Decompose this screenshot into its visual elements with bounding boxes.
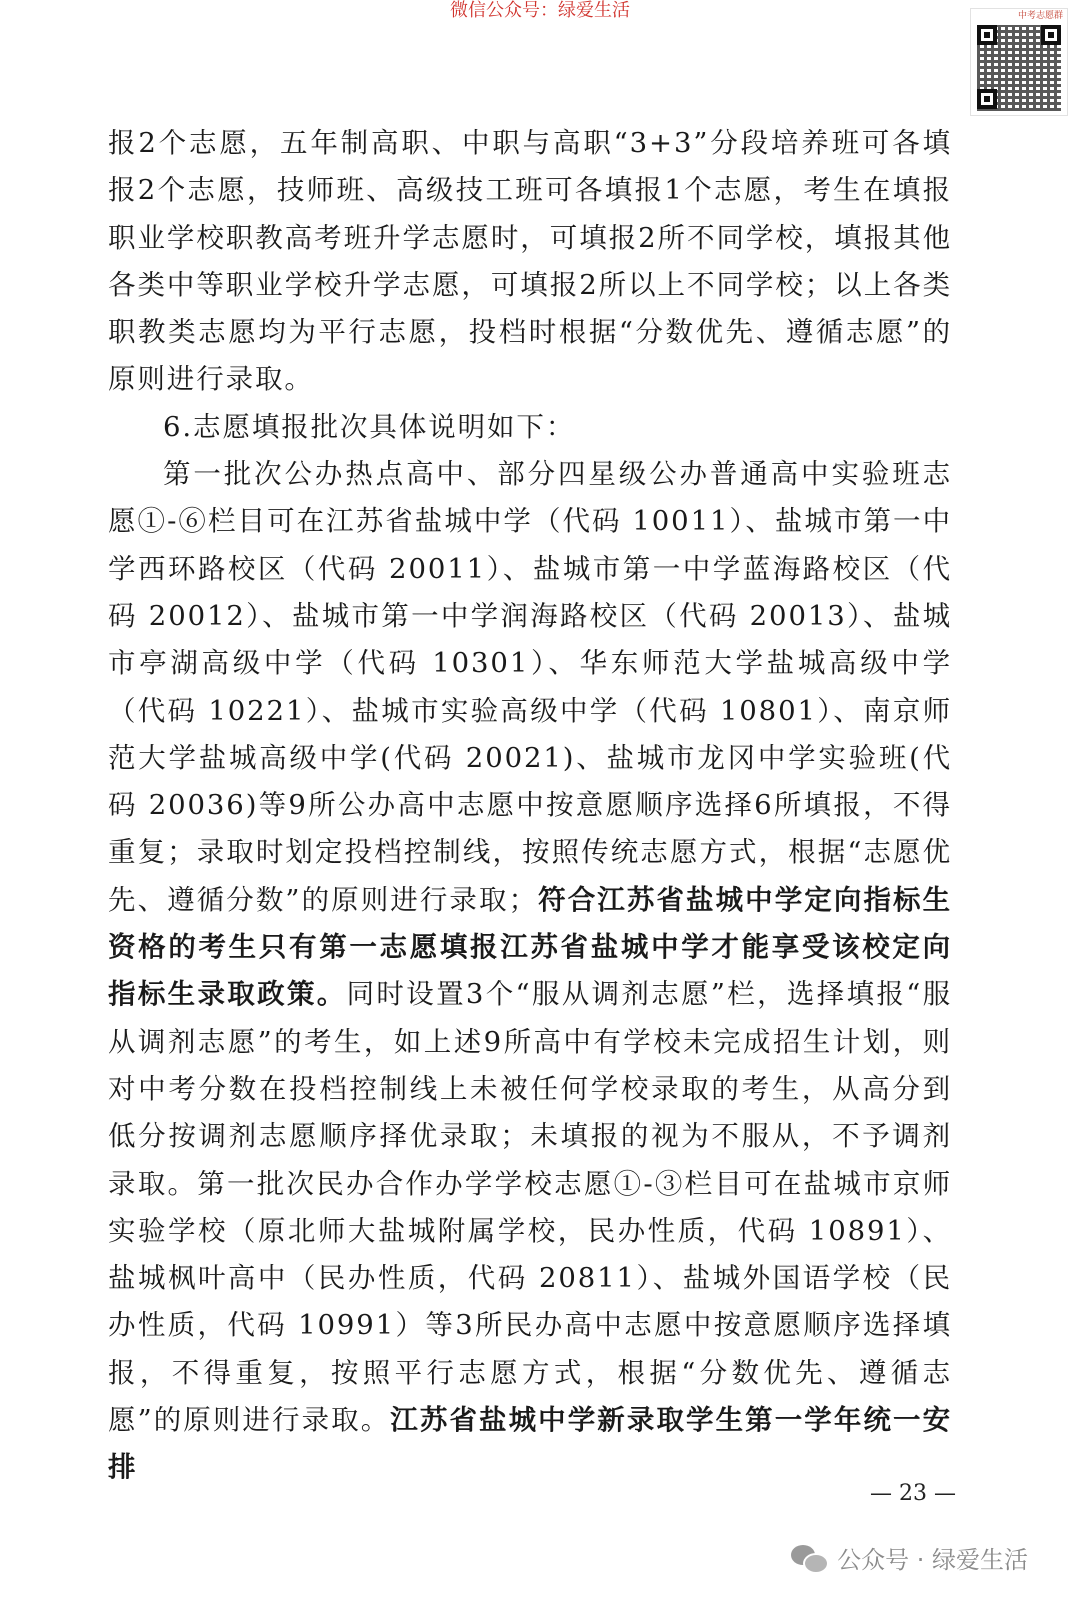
paragraph-3: [108, 451, 952, 1492]
paragraph-2: 6.志愿填报批次具体说明如下：: [163, 410, 576, 443]
qr-caption: 中考志愿群: [1017, 11, 1063, 21]
paragraph-3-part-b: 同时设置3个“服从调剂志愿”栏，选择填报“服从调剂志愿”的考生，如上述9所高中有学校未完成招生计划，则对中考分数在投档控制线上未被任何学校录取的考生，从高分到低分按调剂志愿顺序择优录取；未填报的视为不服从，不予调剂录取。第一批次民办合作办学学校志愿①-③栏目可在盐城市京师实验学校（原北师大盐城附属学校，民办性质，代码 10891）、盐城枫叶高中（民办性质，代码 20811）、盐城外国语学校（民办性质，代码 10991）等3所民办高中志愿中按意愿顺序选择填报，不得重复，按照平行志愿方式，根据“分数优先、遵循志愿”的原则进行录取。: [108, 978, 952, 1437]
footer-watermark-text: 公众号 · 绿爱生活: [837, 1545, 1028, 1574]
qr-finder-icon: [1041, 25, 1061, 45]
qr-finder-icon: [977, 89, 997, 109]
document-body: [108, 120, 952, 1492]
paragraph-3-part-a: 第一批次公办热点高中、部分四星级公办普通高中实验班志愿①-⑥栏目可在江苏省盐城中学（代码 10011）、盐城市第一中学西环路校区（代码 20011）、盐城市第一中学蓝海路校区（代码 20012）、盐城市第一中学润海路校区（代码 20013）、盐城市亭湖高级中学（代码 10301）、华东师范大学盐城高级中学（代码 10221）、盐城市实验高级中学（代码 10801）、南京师范大学盐城高级中学(代码 20021)、盐城市龙冈中学实验班(代码 20036)等9所公办高中志愿中按意愿顺序选择6所填报，不得重复；录取时划定投档控制线，按照传统志愿方式，根据“志愿优先、遵循分数”的原则进行录取；: [108, 458, 952, 916]
paragraph-3-bold-2: 江苏省盐城中学新录取学生第一学年统一安排: [108, 1404, 952, 1484]
paragraph-3-bold: 符合江苏省盐城中学定向指标生资格的考生只有第一志愿填报江苏省盐城中学才能享受该校定向指标生录取政策。: [108, 883, 952, 1011]
header-watermark: 微信公众号：绿爱生活: [450, 0, 630, 21]
qr-code: [970, 8, 1068, 116]
qr-finder-icon: [977, 25, 997, 45]
page-number: — 23 —: [870, 1481, 956, 1506]
wechat-icon: [791, 1543, 827, 1571]
paragraph-1: 报2个志愿，五年制高职、中职与高职“3+3”分段培养班可各填报2个志愿，技师班、高级技工班可各填报1个志愿，考生在填报职业学校职教高考班升学志愿时，可填报2所不同学校，填报其他各类中等职业学校升学志愿，可填报2所以上不同学校；以上各类职教类志愿均为平行志愿，投档时根据“分数优先、遵循志愿”的原则进行录取。: [108, 127, 952, 396]
footer-watermark: [791, 1540, 1028, 1574]
